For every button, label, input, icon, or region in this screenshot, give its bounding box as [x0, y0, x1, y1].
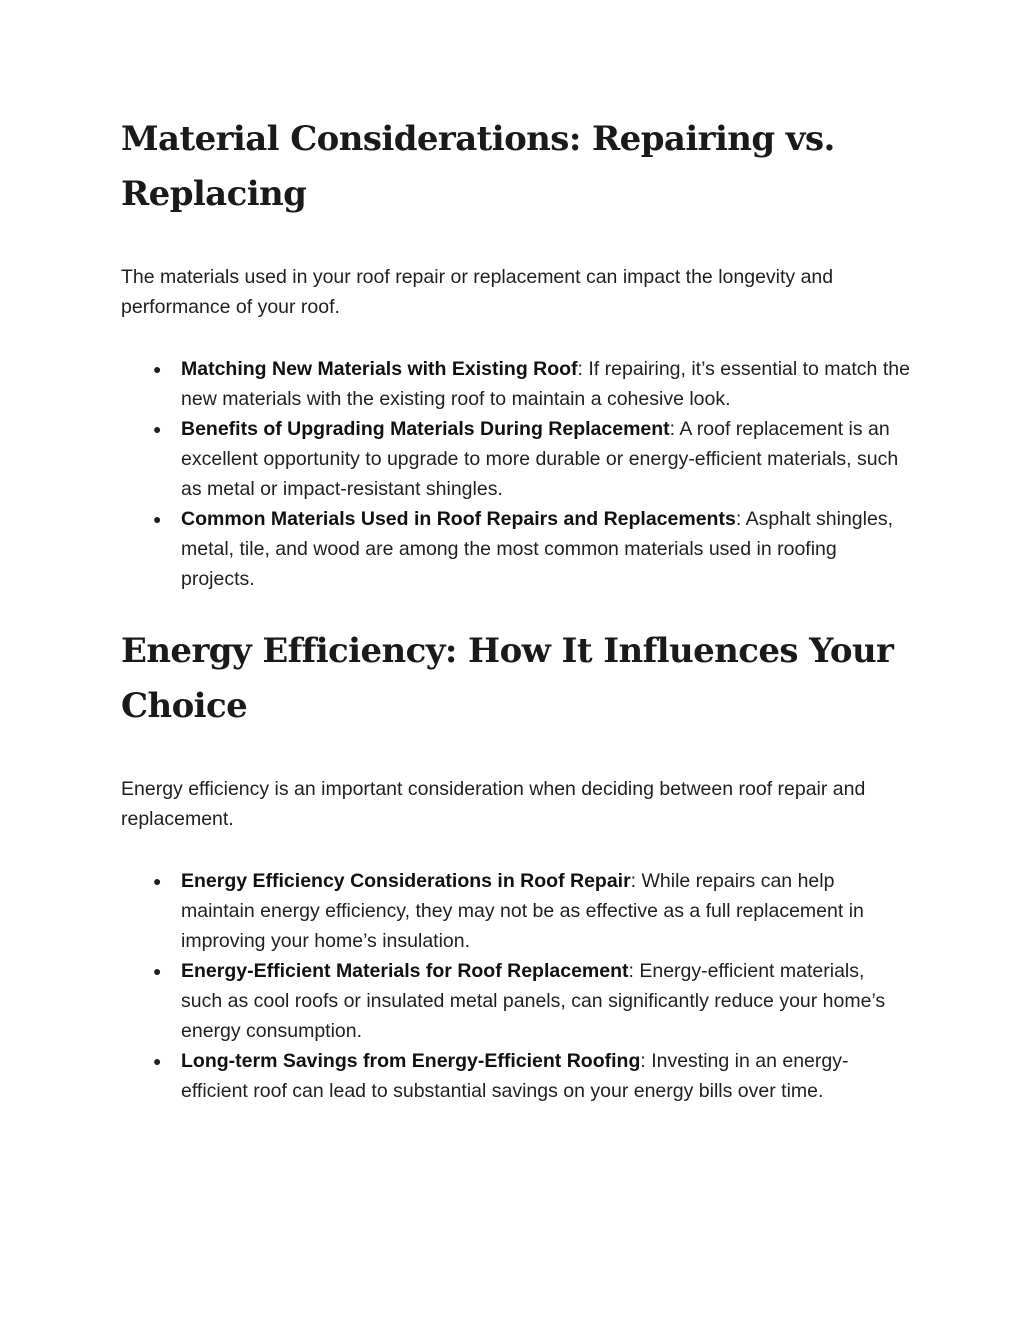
list-item [153, 956, 911, 1046]
list-item [153, 504, 911, 594]
bullet-icon: ● [153, 873, 162, 889]
list-item-heading: Energy-Efficient Materials for Roof Replacement [181, 960, 629, 982]
bullet-icon: ● [153, 361, 162, 377]
list-item-text: : Investing in an energy-efficient roof can lead to substantial savings on your energy bills over time. [181, 1050, 849, 1102]
list-item-heading: Common Materials Used in Roof Repairs and Replacements [181, 508, 736, 530]
bullet-list [121, 866, 911, 1106]
list-item-heading: Benefits of Upgrading Materials During Replacement [181, 418, 670, 440]
list-item-heading: Matching New Materials with Existing Roof [181, 358, 578, 380]
list-item [153, 866, 911, 956]
section-intro: Energy efficiency is an important consideration when deciding between roof repair and replacement. [121, 778, 866, 830]
list-item-text: : A roof replacement is an excellent opportunity to upgrade to more durable or energy-efficient materials, such as metal or impact-resistant shingles. [181, 418, 899, 500]
bullet-icon: ● [153, 963, 162, 979]
list-item-text: : If repairing, it’s essential to match the new materials with the existing roof to maintain a cohesive look. [181, 358, 910, 410]
list-item-heading: Long-term Savings from Energy-Efficient Roofing [181, 1050, 641, 1072]
list-item-heading: Energy Efficiency Considerations in Roof Repair [181, 870, 631, 892]
list-item-text: : Energy-efficient materials, such as cool roofs or insulated metal panels, can significantly reduce your home’s energy consumption. [181, 960, 886, 1042]
section-title-material-considerations: Material Considerations: Repairing vs. Replacing [121, 119, 835, 214]
bullet-icon: ● [153, 511, 162, 527]
list-item-text: : While repairs can help maintain energy efficiency, they may not be as effective as a full replacement in improving your home’s insulation. [181, 870, 864, 952]
section-intro: The materials used in your roof repair or replacement can impact the longevity and performance of your roof. [121, 266, 834, 318]
list-item [153, 1046, 911, 1106]
list-item [153, 354, 911, 414]
section-title-energy-efficiency: Energy Efficiency: How It Influences Your Choice [121, 631, 894, 726]
bullet-icon: ● [153, 1053, 162, 1069]
bullet-icon: ● [153, 421, 162, 437]
bullet-list [121, 354, 911, 594]
list-item [153, 414, 911, 504]
list-item-text: : Asphalt shingles, metal, tile, and wood are among the most common materials used in roofing projects. [181, 508, 893, 590]
document-page [121, 112, 911, 1106]
